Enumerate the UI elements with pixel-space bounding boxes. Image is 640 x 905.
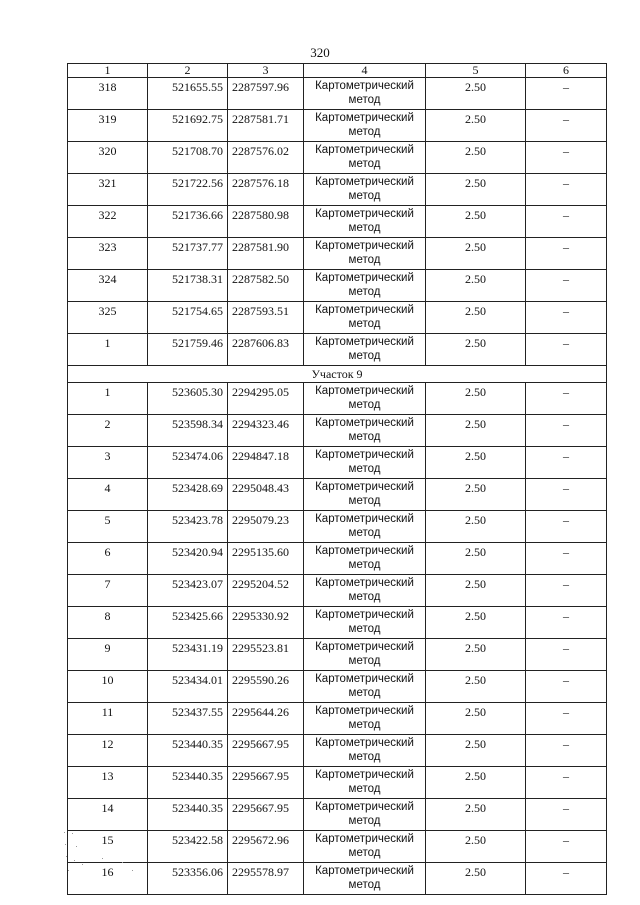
accuracy-cell: 2.50 bbox=[426, 735, 526, 767]
note-cell: – bbox=[526, 142, 607, 174]
point-number: 1 bbox=[68, 383, 148, 415]
method-cell: Картометрический метод bbox=[304, 511, 426, 543]
note-cell: – bbox=[526, 206, 607, 238]
method-cell: Картометрический метод bbox=[304, 302, 426, 334]
accuracy-cell: 2.50 bbox=[426, 863, 526, 895]
coordinate-x: 521738.31 bbox=[148, 270, 228, 302]
point-number: 14 bbox=[68, 799, 148, 831]
coordinate-x: 521655.55 bbox=[148, 78, 228, 110]
point-number: 16 bbox=[68, 863, 148, 895]
point-number: 318 bbox=[68, 78, 148, 110]
accuracy-cell: 2.50 bbox=[426, 639, 526, 671]
coordinate-y: 2287580.98 bbox=[228, 206, 304, 238]
point-number: 11 bbox=[68, 703, 148, 735]
coordinate-y: 2294323.46 bbox=[228, 415, 304, 447]
coordinate-y: 2295048.43 bbox=[228, 479, 304, 511]
method-cell: Картометрический метод bbox=[304, 415, 426, 447]
note-cell: – bbox=[526, 334, 607, 366]
accuracy-cell: 2.50 bbox=[426, 607, 526, 639]
method-cell: Картометрический метод bbox=[304, 78, 426, 110]
point-number: 321 bbox=[68, 174, 148, 206]
table-row bbox=[68, 639, 607, 671]
page-number: 320 bbox=[310, 45, 330, 60]
point-number: 320 bbox=[68, 142, 148, 174]
coordinate-x: 523605.30 bbox=[148, 383, 228, 415]
method-cell: Картометрический метод bbox=[304, 142, 426, 174]
column-header-6: 6 bbox=[526, 64, 607, 78]
method-cell: Картометрический метод bbox=[304, 799, 426, 831]
coordinate-x: 523425.66 bbox=[148, 607, 228, 639]
accuracy-cell: 2.50 bbox=[426, 174, 526, 206]
point-number: 323 bbox=[68, 238, 148, 270]
section-header bbox=[68, 366, 607, 383]
coordinate-y: 2295667.95 bbox=[228, 767, 304, 799]
point-number: 325 bbox=[68, 302, 148, 334]
section-row bbox=[68, 366, 607, 383]
method-cell: Картометрический метод bbox=[304, 575, 426, 607]
rows-after-section bbox=[68, 383, 607, 895]
method-cell: Картометрический метод bbox=[304, 270, 426, 302]
speckle bbox=[66, 856, 67, 857]
coordinate-y: 2295578.97 bbox=[228, 863, 304, 895]
note-cell: – bbox=[526, 302, 607, 334]
column-header-3: 3 bbox=[228, 64, 304, 78]
method-cell: Картометрический метод bbox=[304, 238, 426, 270]
point-number: 8 bbox=[68, 607, 148, 639]
table-row bbox=[68, 270, 607, 302]
coordinate-x: 523440.35 bbox=[148, 767, 228, 799]
method-cell: Картометрический метод bbox=[304, 607, 426, 639]
coordinate-y: 2287576.02 bbox=[228, 142, 304, 174]
point-number: 5 bbox=[68, 511, 148, 543]
coordinate-x: 523431.19 bbox=[148, 639, 228, 671]
coordinate-x: 523437.55 bbox=[148, 703, 228, 735]
table-row bbox=[68, 142, 607, 174]
accuracy-cell: 2.50 bbox=[426, 238, 526, 270]
coordinate-y: 2295135.60 bbox=[228, 543, 304, 575]
note-cell: – bbox=[526, 543, 607, 575]
method-cell: Картометрический метод bbox=[304, 174, 426, 206]
coordinate-y: 2295523.81 bbox=[228, 639, 304, 671]
coordinate-y: 2294847.18 bbox=[228, 447, 304, 479]
coordinate-x: 523420.94 bbox=[148, 543, 228, 575]
table-row bbox=[68, 334, 607, 366]
coordinate-x: 523440.35 bbox=[148, 735, 228, 767]
speckle bbox=[102, 858, 103, 859]
table-row bbox=[68, 479, 607, 511]
table-row bbox=[68, 206, 607, 238]
method-cell: Картометрический метод bbox=[304, 543, 426, 575]
speckle bbox=[132, 870, 133, 871]
table-row bbox=[68, 703, 607, 735]
accuracy-cell: 2.50 bbox=[426, 671, 526, 703]
note-cell: – bbox=[526, 415, 607, 447]
speckle bbox=[68, 870, 69, 871]
accuracy-cell: 2.50 bbox=[426, 142, 526, 174]
point-number: 9 bbox=[68, 639, 148, 671]
column-header-1: 1 bbox=[68, 64, 148, 78]
coordinate-x: 523474.06 bbox=[148, 447, 228, 479]
accuracy-cell: 2.50 bbox=[426, 447, 526, 479]
accuracy-cell: 2.50 bbox=[426, 575, 526, 607]
coordinate-y: 2295330.92 bbox=[228, 607, 304, 639]
coordinate-x: 521708.70 bbox=[148, 142, 228, 174]
point-number: 1 bbox=[68, 334, 148, 366]
note-cell: – bbox=[526, 238, 607, 270]
accuracy-cell: 2.50 bbox=[426, 479, 526, 511]
table-row bbox=[68, 78, 607, 110]
column-header-2: 2 bbox=[148, 64, 228, 78]
coordinate-y: 2295079.23 bbox=[228, 511, 304, 543]
accuracy-cell: 2.50 bbox=[426, 270, 526, 302]
column-header-5: 5 bbox=[426, 64, 526, 78]
note-cell: – bbox=[526, 703, 607, 735]
point-number: 10 bbox=[68, 671, 148, 703]
point-number: 322 bbox=[68, 206, 148, 238]
coordinate-x: 521736.66 bbox=[148, 206, 228, 238]
point-number: 7 bbox=[68, 575, 148, 607]
note-cell: – bbox=[526, 607, 607, 639]
note-cell: – bbox=[526, 575, 607, 607]
note-cell: – bbox=[526, 831, 607, 863]
accuracy-cell: 2.50 bbox=[426, 110, 526, 142]
method-cell: Картометрический метод bbox=[304, 383, 426, 415]
point-number: 6 bbox=[68, 543, 148, 575]
coordinate-x: 523423.78 bbox=[148, 511, 228, 543]
note-cell: – bbox=[526, 863, 607, 895]
accuracy-cell: 2.50 bbox=[426, 543, 526, 575]
coordinate-y: 2295644.26 bbox=[228, 703, 304, 735]
coordinate-x: 523428.69 bbox=[148, 479, 228, 511]
speckle bbox=[65, 844, 66, 845]
note-cell: – bbox=[526, 270, 607, 302]
point-number: 319 bbox=[68, 110, 148, 142]
coordinate-x: 521759.46 bbox=[148, 334, 228, 366]
speckle bbox=[122, 862, 123, 863]
coordinate-y: 2287576.18 bbox=[228, 174, 304, 206]
table-row bbox=[68, 238, 607, 270]
coordinate-x: 521737.77 bbox=[148, 238, 228, 270]
section-title: Участок 9 bbox=[68, 366, 607, 383]
coordinate-y: 2287582.50 bbox=[228, 270, 304, 302]
point-number: 15 bbox=[68, 831, 148, 863]
note-cell: – bbox=[526, 447, 607, 479]
column-header-4: 4 bbox=[304, 64, 426, 78]
speckle bbox=[76, 846, 77, 847]
table-row bbox=[68, 767, 607, 799]
accuracy-cell: 2.50 bbox=[426, 383, 526, 415]
speckle bbox=[82, 864, 83, 865]
coordinate-x: 523598.34 bbox=[148, 415, 228, 447]
coordinate-y: 2287581.90 bbox=[228, 238, 304, 270]
speckle bbox=[72, 833, 73, 834]
table-row bbox=[68, 671, 607, 703]
method-cell: Картометрический метод bbox=[304, 703, 426, 735]
coordinate-x: 523356.06 bbox=[148, 863, 228, 895]
point-number: 2 bbox=[68, 415, 148, 447]
table-row bbox=[68, 110, 607, 142]
point-number: 12 bbox=[68, 735, 148, 767]
point-number: 13 bbox=[68, 767, 148, 799]
method-cell: Картометрический метод bbox=[304, 831, 426, 863]
table-row bbox=[68, 543, 607, 575]
point-number: 324 bbox=[68, 270, 148, 302]
coordinate-y: 2287597.96 bbox=[228, 78, 304, 110]
accuracy-cell: 2.50 bbox=[426, 206, 526, 238]
method-cell: Картометрический метод bbox=[304, 671, 426, 703]
table-row bbox=[68, 174, 607, 206]
table-row bbox=[68, 575, 607, 607]
method-cell: Картометрический метод bbox=[304, 206, 426, 238]
coordinate-y: 2295204.52 bbox=[228, 575, 304, 607]
coordinate-x: 523434.01 bbox=[148, 671, 228, 703]
coordinate-y: 2295667.95 bbox=[228, 735, 304, 767]
coordinate-y: 2295672.96 bbox=[228, 831, 304, 863]
accuracy-cell: 2.50 bbox=[426, 767, 526, 799]
note-cell: – bbox=[526, 511, 607, 543]
coordinate-y: 2287606.83 bbox=[228, 334, 304, 366]
coordinate-y: 2295590.26 bbox=[228, 671, 304, 703]
accuracy-cell: 2.50 bbox=[426, 703, 526, 735]
table-row bbox=[68, 415, 607, 447]
method-cell: Картометрический метод bbox=[304, 334, 426, 366]
table-header-row bbox=[68, 64, 607, 78]
note-cell: – bbox=[526, 671, 607, 703]
note-cell: – bbox=[526, 174, 607, 206]
accuracy-cell: 2.50 bbox=[426, 511, 526, 543]
method-cell: Картометрический метод bbox=[304, 110, 426, 142]
accuracy-cell: 2.50 bbox=[426, 831, 526, 863]
method-cell: Картометрический метод bbox=[304, 639, 426, 671]
method-cell: Картометрический метод bbox=[304, 863, 426, 895]
note-cell: – bbox=[526, 479, 607, 511]
note-cell: – bbox=[526, 383, 607, 415]
note-cell: – bbox=[526, 110, 607, 142]
coordinate-x: 521692.75 bbox=[148, 110, 228, 142]
speckle bbox=[64, 832, 65, 833]
coordinate-x: 523422.58 bbox=[148, 831, 228, 863]
table-row bbox=[68, 302, 607, 334]
coordinate-y: 2287581.71 bbox=[228, 110, 304, 142]
table-row bbox=[68, 447, 607, 479]
coordinate-y: 2294295.05 bbox=[228, 383, 304, 415]
method-cell: Картометрический метод bbox=[304, 735, 426, 767]
speckle bbox=[74, 860, 75, 861]
note-cell: – bbox=[526, 735, 607, 767]
coordinate-y: 2295667.95 bbox=[228, 799, 304, 831]
method-cell: Картометрический метод bbox=[304, 479, 426, 511]
accuracy-cell: 2.50 bbox=[426, 415, 526, 447]
accuracy-cell: 2.50 bbox=[426, 302, 526, 334]
coordinate-x: 523440.35 bbox=[148, 799, 228, 831]
coordinate-y: 2287593.51 bbox=[228, 302, 304, 334]
note-cell: – bbox=[526, 639, 607, 671]
method-cell: Картометрический метод bbox=[304, 447, 426, 479]
table-row bbox=[68, 511, 607, 543]
point-number: 3 bbox=[68, 447, 148, 479]
point-number: 4 bbox=[68, 479, 148, 511]
accuracy-cell: 2.50 bbox=[426, 78, 526, 110]
note-cell: – bbox=[526, 78, 607, 110]
table-row bbox=[68, 383, 607, 415]
note-cell: – bbox=[526, 767, 607, 799]
table-row bbox=[68, 607, 607, 639]
table-row bbox=[68, 831, 607, 863]
method-cell: Картометрический метод bbox=[304, 767, 426, 799]
accuracy-cell: 2.50 bbox=[426, 799, 526, 831]
coordinate-x: 521754.65 bbox=[148, 302, 228, 334]
coordinate-x: 521722.56 bbox=[148, 174, 228, 206]
table-row bbox=[68, 799, 607, 831]
table-row bbox=[68, 735, 607, 767]
note-cell: – bbox=[526, 799, 607, 831]
scan-artifact bbox=[62, 830, 142, 880]
table-row bbox=[68, 863, 607, 895]
coordinates-table bbox=[67, 63, 607, 895]
rows-before-section bbox=[68, 78, 607, 366]
coordinate-x: 523423.07 bbox=[148, 575, 228, 607]
accuracy-cell: 2.50 bbox=[426, 334, 526, 366]
